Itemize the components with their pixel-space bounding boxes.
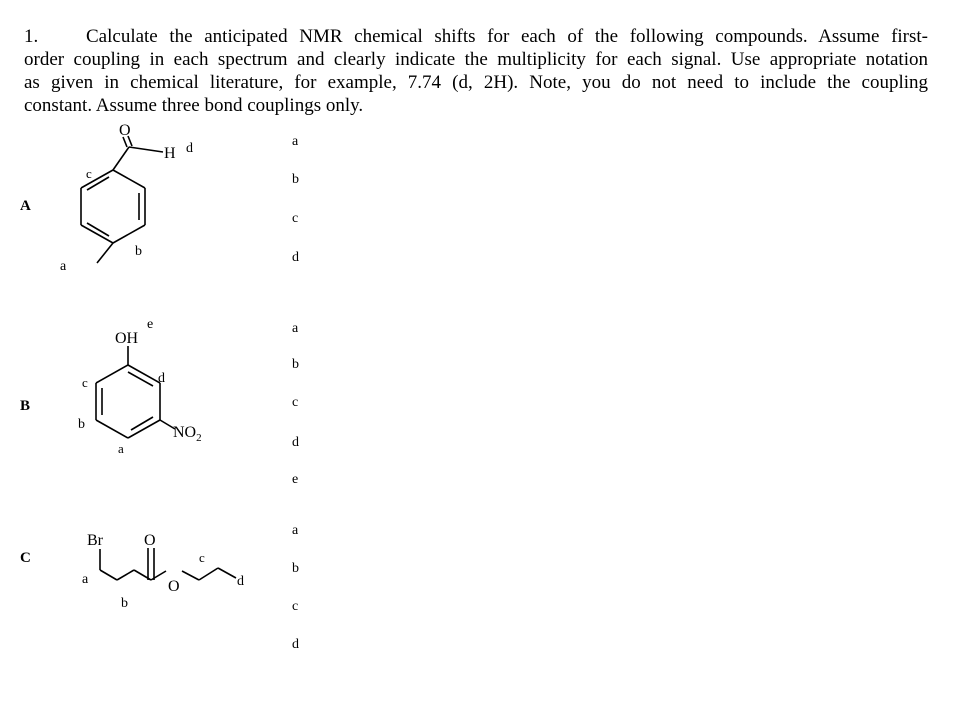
proton-label-d: d: [237, 574, 244, 589]
bond: [100, 570, 117, 580]
no2-main: NO: [173, 424, 197, 441]
bond: [182, 571, 199, 580]
answer-c-d: d: [292, 637, 299, 652]
atom-label-oh: OH: [115, 330, 139, 347]
proton-label-d: d: [186, 141, 193, 156]
answer-c-b: b: [292, 561, 299, 576]
proton-label-a: a: [118, 441, 124, 456]
atom-label-o: O: [119, 122, 131, 139]
answer-c-c: c: [292, 599, 299, 614]
atom-label-br: Br: [87, 532, 103, 549]
proton-label-a: a: [82, 572, 89, 587]
proton-label-a: a: [60, 259, 67, 274]
answer-a-b: b: [292, 172, 299, 187]
answer-c-a: a: [292, 523, 299, 538]
proton-label-c: c: [199, 550, 205, 565]
proton-label-c: c: [86, 166, 92, 181]
question-line-1-text: Calculate the anticipated NMR chemical shifts for each of the following compounds. Assume first-: [86, 26, 928, 47]
bond: [117, 570, 134, 580]
no2-subscript: 2: [196, 432, 202, 444]
proton-label-c: c: [82, 375, 88, 390]
compound-label-c: C: [20, 550, 31, 566]
question-line-3: as given in chemical literature, for example, 7.74 (d, 2H). Note, you do not need to include the coupling: [24, 72, 928, 93]
atom-label-o-ester: O: [168, 578, 180, 595]
bond: [199, 568, 218, 580]
proton-label-b: b: [78, 417, 85, 432]
question-line-2: order coupling in each spectrum and clearly indicate the multiplicity for each signal. Use appropriate notation: [24, 49, 928, 70]
atom-label-o-carbonyl: O: [144, 532, 156, 549]
answer-b-a: a: [292, 321, 299, 336]
answer-a-a: a: [292, 134, 299, 149]
proton-label-b: b: [121, 596, 128, 611]
proton-label-e: e: [147, 317, 154, 332]
proton-label-d: d: [158, 371, 165, 386]
question-number: 1.: [24, 26, 39, 47]
proton-label-b: b: [135, 244, 142, 259]
compound-label-b: B: [20, 398, 31, 414]
bond: [218, 568, 236, 578]
answer-b-b: b: [292, 357, 299, 372]
answer-b-c: c: [292, 395, 299, 410]
question-line-4: constant. Assume three bond couplings only.: [24, 95, 364, 116]
answer-a-c: c: [292, 211, 299, 226]
answer-b-e: e: [292, 472, 299, 487]
compound-label-a: A: [20, 198, 31, 214]
answer-a-d: d: [292, 250, 299, 265]
atom-label-h: H: [164, 145, 176, 162]
answer-b-d: d: [292, 435, 299, 450]
